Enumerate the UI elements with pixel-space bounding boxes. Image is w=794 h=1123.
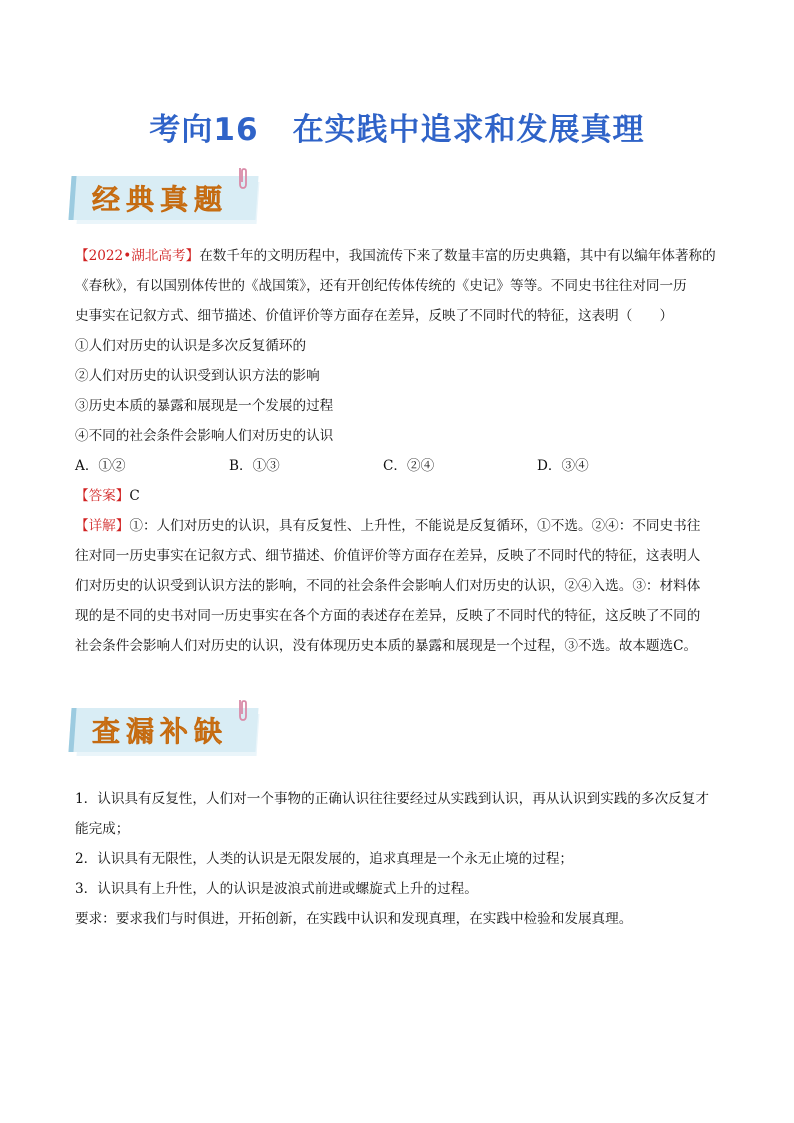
detail-line: ①：人们对历史的认识，具有反复性、上升性，不能说是反复循环，①不选。②④：不同史书往 xyxy=(129,518,701,534)
question-block xyxy=(75,241,723,661)
answer-value: C xyxy=(129,488,140,504)
page-title xyxy=(0,104,794,149)
question-stem-2: 《春秋》，有以国别体传世的《战国策》，还有开创纪传体传统的《史记》等等。不同史书往往对同一历 xyxy=(75,278,687,294)
section-banner-review xyxy=(70,700,262,760)
statement-item: ③历史本质的暴露和展现是一个发展的过程 xyxy=(75,398,334,414)
detail-line: 往对同一历史事实在记叙方式、细节描述、价值评价等方面存在差异，反映了不同时代的特征，这表明人 xyxy=(75,548,701,564)
option-c: C．②④ xyxy=(383,458,435,474)
section-label: 经典真题 xyxy=(92,183,229,216)
paperclip-icon xyxy=(236,166,250,190)
option-b: B．①③ xyxy=(229,458,280,474)
detail-line: 现的是不同的史书对同一历史事实在各个方面的表述存在差异，反映了不同时代的特征，这反映了不同的 xyxy=(75,608,701,624)
detail-line: 社会条件会影响人们对历史的认识，没有体现历史本质的暴露和展现是一个过程，③不选。故本题选C。 xyxy=(75,638,698,654)
option-a: A．①② xyxy=(75,458,126,474)
note-line: 1．认识具有反复性，人们对一个事物的正确认识往往要经过从实践到认识，再从认识到实践的多次反复才 xyxy=(75,791,709,807)
detail-line: 们对历史的认识受到认识方法的影响，不同的社会条件会影响人们对历史的认识，②④入选。③：材料体 xyxy=(75,578,701,594)
answer-options xyxy=(75,451,723,481)
detail-label: 【详解】 xyxy=(75,518,130,534)
notes-block xyxy=(75,784,723,934)
section-banner-classic xyxy=(70,168,262,228)
answer-label: 【答案】 xyxy=(75,488,130,504)
option-d: D．③④ xyxy=(537,458,589,474)
question-stem-3: 史事实在记叙方式、细节描述、价值评价等方面存在差异，反映了不同时代的特征，这表明（ ） xyxy=(75,308,674,324)
statement-item: ④不同的社会条件会影响人们对历史的认识 xyxy=(75,428,334,444)
note-line: 2．认识具有无限性，人类的认识是无限发展的，追求真理是一个永无止境的过程； xyxy=(75,851,574,867)
question-stem-1: 在数千年的文明历程中，我国流传下来了数量丰富的历史典籍，其中有以编年体著称的 xyxy=(199,248,716,264)
title-main: 在实践中追求和发展真理 xyxy=(292,112,645,148)
question-source: 【2022•湖北高考】 xyxy=(75,248,200,264)
note-line: 要求：要求我们与时俱进，开拓创新，在实践中认识和发现真理，在实践中检验和发展真理。 xyxy=(75,911,633,927)
statement-item: ①人们对历史的认识是多次反复循环的 xyxy=(75,338,307,354)
paperclip-icon xyxy=(236,698,250,722)
note-line: 能完成； xyxy=(75,821,130,837)
note-line: 3．认识具有上升性，人的认识是波浪式前进或螺旋式上升的过程。 xyxy=(75,881,478,897)
section-label: 查漏补缺 xyxy=(92,715,229,748)
title-prefix: 考向16 xyxy=(149,112,259,148)
statement-item: ②人们对历史的认识受到认识方法的影响 xyxy=(75,368,320,384)
